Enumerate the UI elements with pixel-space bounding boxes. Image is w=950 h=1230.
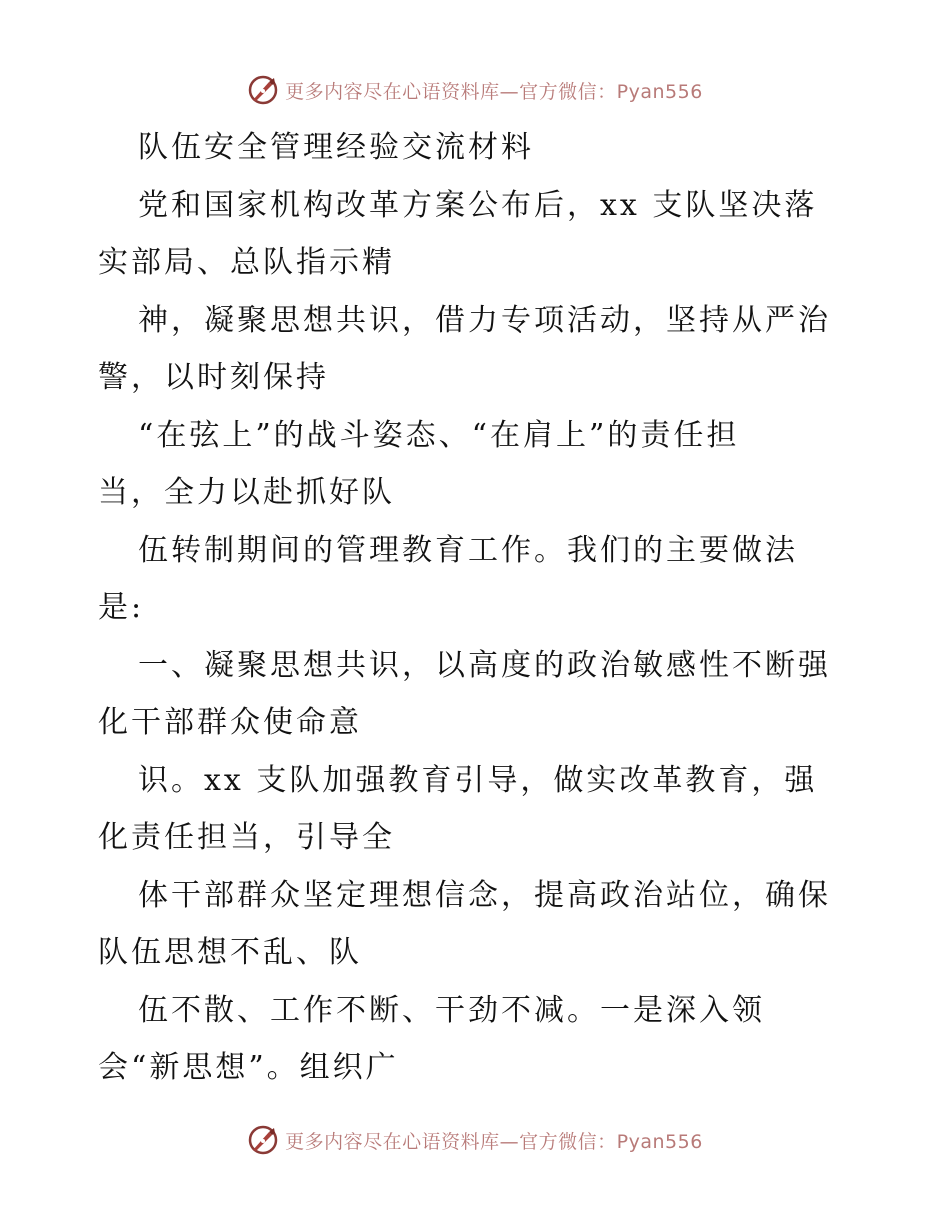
paragraph-line: 化责任担当，引导全 bbox=[98, 820, 395, 855]
paragraph-line: 实部局、总队指示精 bbox=[98, 245, 395, 280]
quill-pen-logo-icon bbox=[247, 74, 279, 106]
paragraph-line: 是: bbox=[98, 590, 145, 625]
paragraph-line: 神，凝聚思想共识，借力专项活动，坚持从严治 bbox=[138, 303, 831, 338]
document-title: 队伍安全管理经验交流材料 bbox=[138, 130, 534, 165]
paragraph-line: 伍不散、工作不断、干劲不减。一是深入领 bbox=[138, 993, 765, 1028]
paragraph-line: “在弦上”的战斗姿态、“在肩上”的责任担 bbox=[138, 418, 740, 453]
footer-watermark-text: 更多内容尽在心语资料库—官方微信：Pyan556 bbox=[285, 1130, 703, 1153]
paragraph-line: 伍转制期间的管理教育工作。我们的主要做法 bbox=[138, 533, 798, 568]
section-heading-line: 化干部群众使命意 bbox=[98, 705, 362, 740]
footer-watermark-banner bbox=[0, 1120, 950, 1160]
paragraph-line: 党和国家机构改革方案公布后，xx 支队坚决落 bbox=[138, 188, 818, 223]
paragraph-line: 识。xx 支队加强教育引导，做实改革教育，强 bbox=[138, 763, 818, 798]
header-watermark-banner bbox=[0, 70, 950, 110]
paragraph-line: 队伍思想不乱、队 bbox=[98, 935, 362, 970]
paragraph-line: 当，全力以赴抓好队 bbox=[98, 475, 395, 510]
paragraph-line: 会“新思想”。组织广 bbox=[98, 1050, 399, 1085]
header-watermark-text: 更多内容尽在心语资料库—官方微信：Pyan556 bbox=[285, 80, 703, 103]
quill-pen-logo-icon bbox=[247, 1124, 279, 1156]
section-heading-line: 一、凝聚思想共识，以高度的政治敏感性不断强 bbox=[138, 648, 831, 683]
paragraph-line: 警，以时刻保持 bbox=[98, 360, 329, 395]
paragraph-line: 体干部群众坚定理想信念，提高政治站位，确保 bbox=[138, 878, 831, 913]
